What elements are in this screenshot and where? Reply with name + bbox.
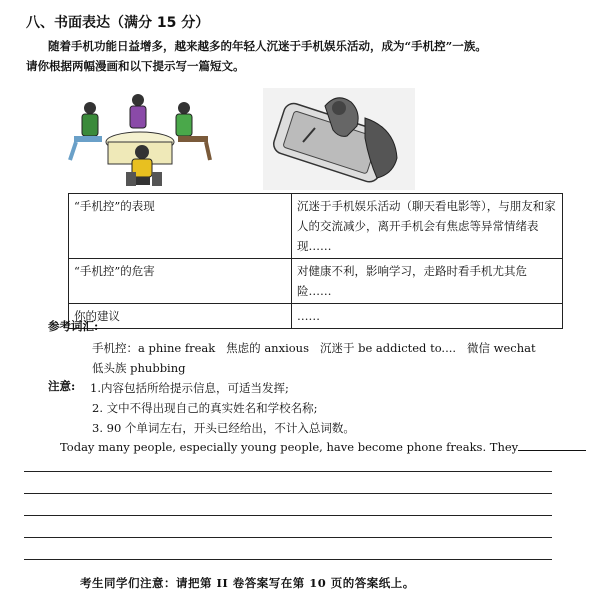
starter-text: Today many people, especially young people, have become phone freaks. They	[60, 440, 519, 454]
hint-table	[68, 193, 563, 329]
intro-line-1: 随着手机功能日益增多，越来越多的年轻人沉迷于手机娱乐活动，成为“手机控”一族。	[48, 39, 487, 53]
footer-notice: 考生同学们注意：请把第 II 卷答案写在第 10 页的答案纸上。	[80, 576, 415, 590]
answer-line[interactable]	[24, 493, 552, 494]
intro-paragraph	[26, 36, 586, 76]
answer-line[interactable]	[24, 515, 552, 516]
answer-line[interactable]	[24, 559, 552, 560]
cartoon-group-phones	[60, 90, 220, 190]
row-content: 对健康不利，影响学习，走路时看手机尤其危险……	[292, 259, 563, 304]
note-item: 2. 文中不得出现自己的真实姓名和学校名称;	[92, 401, 318, 415]
section-title: 八、书面表达（满分 15 分）	[26, 15, 210, 31]
row-label: “手机控”的危害	[69, 259, 292, 304]
cartoon-giant-phone	[255, 88, 415, 190]
table-row	[69, 194, 563, 259]
notes-title: 注意:	[48, 379, 76, 393]
table-row	[69, 304, 563, 329]
intro-line-2: 请你根据两幅漫画和以下提示写一篇短文。	[26, 59, 245, 73]
reference-title: 参考词汇:	[48, 319, 99, 333]
essay-starter	[60, 438, 586, 454]
reference-vocab	[92, 338, 562, 378]
note-item: 1.内容包括所给提示信息，可适当发挥;	[90, 381, 289, 395]
answer-line[interactable]	[24, 471, 552, 472]
row-content: ……	[292, 304, 563, 329]
answer-line[interactable]	[24, 537, 552, 538]
starter-blank[interactable]	[518, 438, 586, 451]
note-item: 3. 90 个单词左右，开头已经给出，不计入总词数。	[92, 421, 355, 435]
vocab-line-1: 手机控：a phine freak 焦虑的 anxious 沉迷于 be addicted to.... 微信 wechat	[92, 341, 536, 355]
row-content: 沉迷于手机娱乐活动（聊天看电影等），与朋友和家人的交流减少，离开手机会有焦虑等异常情绪表现……	[292, 194, 563, 259]
table-row	[69, 259, 563, 304]
row-label: “手机控”的表现	[69, 194, 292, 259]
notes-list	[90, 378, 355, 438]
row-label: 你的建议	[69, 304, 292, 329]
vocab-line-2: 低头族 phubbing	[92, 361, 186, 375]
